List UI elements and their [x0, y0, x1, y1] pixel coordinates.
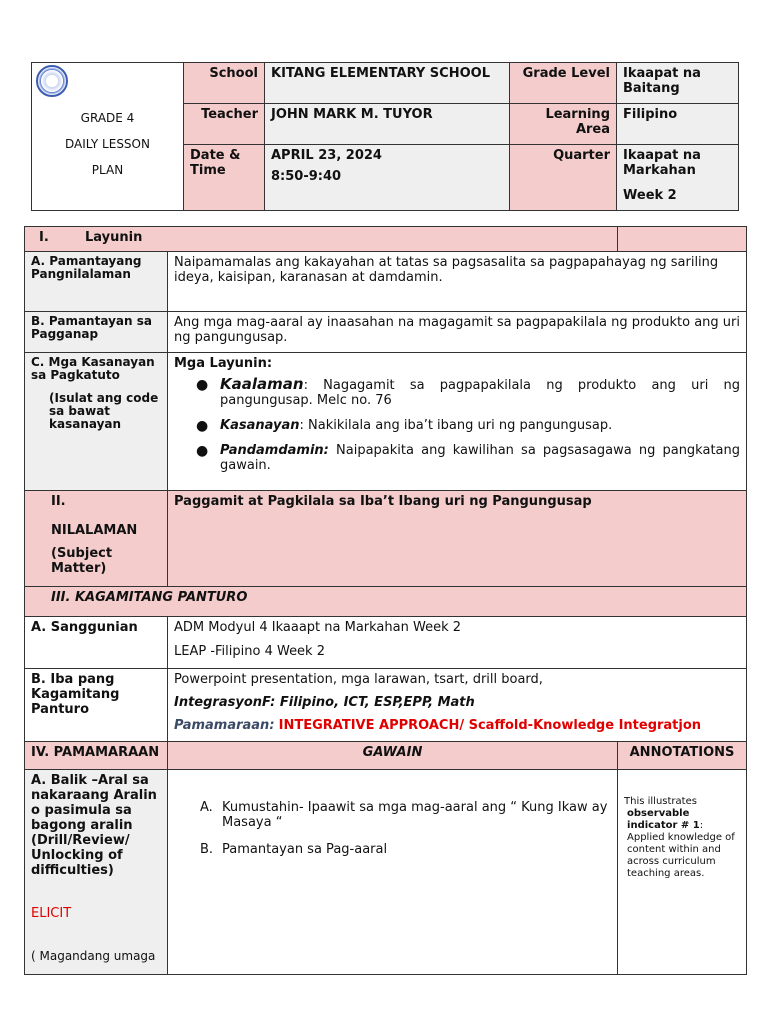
- objective-term: Pandamdamin:: [220, 443, 329, 458]
- quarter-label: Quarter: [510, 145, 617, 211]
- date-value: APRIL 23, 2024: [271, 148, 382, 163]
- step-number: B.: [200, 842, 214, 857]
- kasanayan-label-cell: [25, 353, 168, 491]
- quarter-value: Ikaapat na Markahan: [623, 148, 701, 178]
- plan-line-2: DAILY LESSON: [65, 137, 150, 151]
- gawain-step: [174, 800, 611, 830]
- layunin-num: I.: [39, 230, 49, 245]
- header-table: [31, 62, 739, 211]
- plan-title-cell: [32, 63, 184, 211]
- nilalaman-value: Paggamit at Pagkilala sa Iba’t Ibang uri ng Pangungusap: [168, 491, 747, 587]
- gawain-column-header: GAWAIN: [168, 742, 618, 770]
- bullet-icon: ●: [196, 377, 209, 393]
- lesson-table: [24, 226, 747, 975]
- teacher-label: Teacher: [184, 104, 265, 145]
- school-value: KITANG ELEMENTARY SCHOOL: [265, 63, 510, 104]
- objective-kasanayan: [174, 418, 740, 433]
- layunin-title: Layunin: [85, 230, 143, 245]
- grade-value: Ikaapat na Baitang: [617, 63, 739, 104]
- area-value: Filipino: [617, 104, 739, 145]
- annotations-column-header: ANNOTATIONS: [618, 742, 747, 770]
- date-label: Date & Time: [184, 145, 265, 211]
- elicit-label: ELICIT: [31, 906, 72, 921]
- kagamitan-heading: III. KAGAMITANG PANTURO: [25, 587, 747, 617]
- iba-pang-kagamitan-cell: [168, 669, 747, 742]
- pamamaraan-line: [174, 718, 740, 733]
- objective-text: : Nakikilala ang iba’t ibang uri ng pangungusap.: [299, 418, 613, 433]
- mga-layunin-heading: Mga Layunin:: [174, 356, 273, 371]
- plan-title: [36, 105, 179, 183]
- greeting-text: ( Magandang umaga: [31, 949, 156, 963]
- area-label: Learning Area: [510, 104, 617, 145]
- kasanayan-note: (Isulat ang code sa bawat kasanayan: [49, 391, 159, 431]
- annotation-indicator: observable indicator # 1: [627, 808, 700, 831]
- objective-text: Naipapakita ang kawilihan sa pagsasagawa ng pangkatang gawain.: [220, 443, 741, 473]
- sanggunian-cell: [168, 617, 747, 669]
- gawain-step: [174, 842, 611, 857]
- iba-pang-kagamitan-label: B. Iba pang Kagamitang Panturo: [25, 669, 168, 742]
- nilalaman-num: II.: [51, 494, 66, 509]
- sanggunian-label: A. Sanggunian: [25, 617, 168, 669]
- teacher-value: JOHN MARK M. TUYOR: [265, 104, 510, 145]
- nilalaman-sub: (Subject Matter): [51, 546, 113, 576]
- kasanayan-value-cell: [168, 353, 747, 491]
- bullet-icon: ●: [196, 443, 209, 459]
- pamantayang-pangnilalaman-value: Naipamamalas ang kakayahan at tatas sa pagsasalita sa pagpapahayag ng sariling ideya, kaisipan, karanasan at damdamin.: [168, 252, 747, 312]
- deped-seal-icon: [36, 65, 68, 97]
- nilalaman-label: NILALAMAN: [51, 523, 138, 538]
- step-number: A.: [200, 800, 213, 815]
- objective-term: Kaalaman: [220, 375, 304, 393]
- annotation-body: [624, 808, 740, 880]
- pamamaraan-value: INTEGRATIVE APPROACH/ Scaffold-Knowledge Integratjon: [278, 718, 702, 733]
- pamantayan-pagganap-value: Ang mga mag-aaral ay inaasahan na magagamit sa pagpapakilala ng produkto ang uri ng pangungusap.: [168, 312, 747, 353]
- plan-line-3: PLAN: [91, 163, 124, 177]
- pamamaraan-label: Pamamaraan:: [174, 718, 275, 733]
- gawain-cell: [168, 770, 618, 975]
- objective-pandamdamin: [174, 443, 740, 473]
- annotation-cell: [618, 770, 747, 975]
- time-value: 8:50-9:40: [271, 169, 342, 184]
- bullet-icon: ●: [196, 418, 209, 434]
- step-text: Pamantayan sa Pag-aaral: [222, 842, 388, 857]
- layunin-heading-empty: [618, 227, 747, 252]
- date-cell: [265, 145, 510, 211]
- sanggunian-line-2: LEAP -Filipino 4 Week 2: [174, 644, 325, 659]
- nilalaman-label-cell: [25, 491, 168, 587]
- pamantayan-pagganap-label: B. Pamantayan sa Pagganap: [25, 312, 168, 353]
- objective-kaalaman: [174, 377, 740, 408]
- materials-line: Powerpoint presentation, mga larawan, tsart, drill board,: [174, 672, 543, 687]
- objective-text: : Nagagamit sa pagpapakilala ng produkto ang uri ng pangungusap. Melc no. 76: [220, 378, 741, 408]
- layunin-heading: [25, 227, 618, 252]
- balik-aral-cell: [25, 770, 168, 975]
- pamamaraan-column-header: IV. PAMAMARAAN: [25, 742, 168, 770]
- school-label: School: [184, 63, 265, 104]
- quarter-cell: [617, 145, 739, 211]
- integrasyon-line: IntegrasyonF: Filipino, ICT, ESP,EPP, Math: [174, 695, 475, 710]
- grade-label: Grade Level: [510, 63, 617, 104]
- step-text: Kumustahin- Ipaawit sa mga mag-aaral ang “ Kung Ikaw ay Masaya “: [222, 800, 608, 830]
- objective-term: Kasanayan: [220, 418, 300, 433]
- annotation-pre: This illustrates: [624, 796, 697, 807]
- annotation-text: : Applied knowledge of content within and across curriculum teaching areas.: [627, 820, 735, 879]
- pamantayang-pangnilalaman-label: A. Pamantayang Pangnilalaman: [25, 252, 168, 312]
- balik-aral-label: A. Balik –Aral sa nakaraang Aralin o pasimula sa bagong aralin (Drill/Review/ Unlocking of difficulties): [31, 773, 157, 878]
- week-value: Week 2: [623, 188, 677, 203]
- sanggunian-line-1: ADM Modyul 4 Ikaaapt na Markahan Week 2: [174, 620, 461, 635]
- kasanayan-label: C. Mga Kasanayan sa Pagkatuto: [31, 355, 155, 382]
- plan-line-1: GRADE 4: [80, 111, 135, 125]
